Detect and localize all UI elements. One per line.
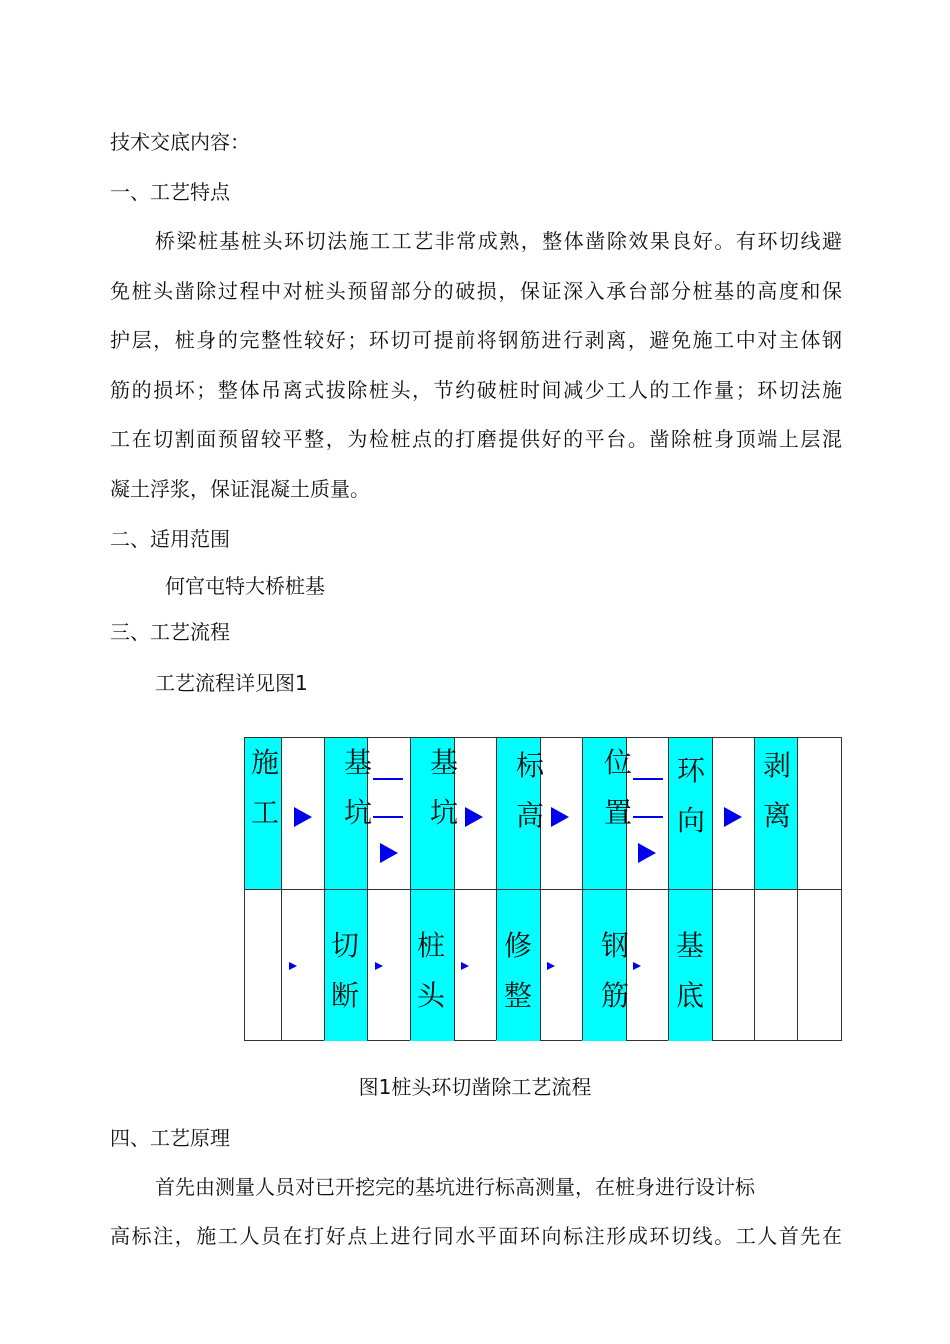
section-1-line: 工在切割面预留较平整，为检桩点的打磨提供好的平台。凿除桩身顶端上层混 (110, 427, 842, 451)
flow-connector (373, 778, 403, 780)
flow-step-elevation: 标 高 (515, 749, 544, 832)
flow-arrow-small-icon (633, 962, 641, 970)
flow-step-cut-off: 切 断 (330, 929, 359, 1012)
flow-arrow-small-icon (461, 962, 469, 970)
flow-arrow-icon (380, 843, 398, 863)
flow-step-rebar: 钢 筋 (600, 929, 629, 1012)
section-3-body: 工艺流程详见图1 (155, 671, 308, 695)
flow-step-pile-head: 桩 头 (416, 929, 445, 1012)
flow-step-circumferential: 环 向 (676, 754, 705, 837)
flow-arrow-small-icon (547, 962, 555, 970)
section-4-line: 高标注，施工人员在打好点上进行同水平面环向标注形成环切线。工人首先在 (110, 1224, 842, 1248)
section-4-title: 四、工艺原理 (110, 1126, 230, 1150)
section-1-line-last: 凝土浮浆，保证混凝土质量。 (110, 477, 370, 501)
flow-step-position: 位 置 (603, 746, 632, 829)
flow-step-construction: 施 工 (250, 746, 279, 829)
flow-step-foundation-pit-1: 基 坑 (343, 746, 372, 829)
section-1-line: 免桩头凿除过程中对桩头预留部分的破损，保证深入承台部分桩基的高度和保 (110, 279, 842, 303)
flow-connector (373, 816, 403, 818)
flow-arrow-icon (465, 807, 483, 827)
section-1-title: 一、工艺特点 (110, 180, 230, 204)
flow-arrow-icon (551, 807, 569, 827)
flow-arrow-icon (294, 807, 312, 827)
flow-connector (633, 778, 663, 780)
figure-caption: 图1桩头环切凿除工艺流程 (358, 1075, 592, 1099)
flow-arrow-small-icon (375, 962, 383, 970)
flow-step-foundation-pit-2: 基 坑 (429, 746, 458, 829)
process-flow-table (244, 737, 842, 1041)
flow-connector (633, 816, 663, 818)
flow-arrow-icon (724, 807, 742, 827)
section-3-title: 三、工艺流程 (110, 620, 230, 644)
flow-step-strip: 剥 离 (762, 749, 791, 832)
flow-step-trim: 修 整 (503, 929, 532, 1012)
flow-arrow-icon (638, 843, 656, 863)
intro-heading: 技术交底内容： (110, 130, 250, 154)
flow-arrow-small-icon (289, 962, 297, 970)
section-1-line: 筋的损坏；整体吊离式拔除桩头，节约破桩时间减少工人的工作量；环切法施 (110, 378, 842, 402)
section-1-line: 桥梁桩基桩头环切法施工工艺非常成熟，整体凿除效果良好。有环切线避 (155, 229, 842, 253)
section-2-title: 二、适用范围 (110, 527, 230, 551)
section-1-line: 护层，桩身的完整性较好；环切可提前将钢筋进行剥离，避免施工中对主体钢 (110, 328, 842, 352)
section-4-line: 首先由测量人员对已开挖完的基坑进行标高测量，在桩身进行设计标 (155, 1175, 755, 1199)
section-2-body: 何官屯特大桥桩基 (165, 574, 325, 598)
flow-step-base: 基 底 (675, 929, 704, 1012)
